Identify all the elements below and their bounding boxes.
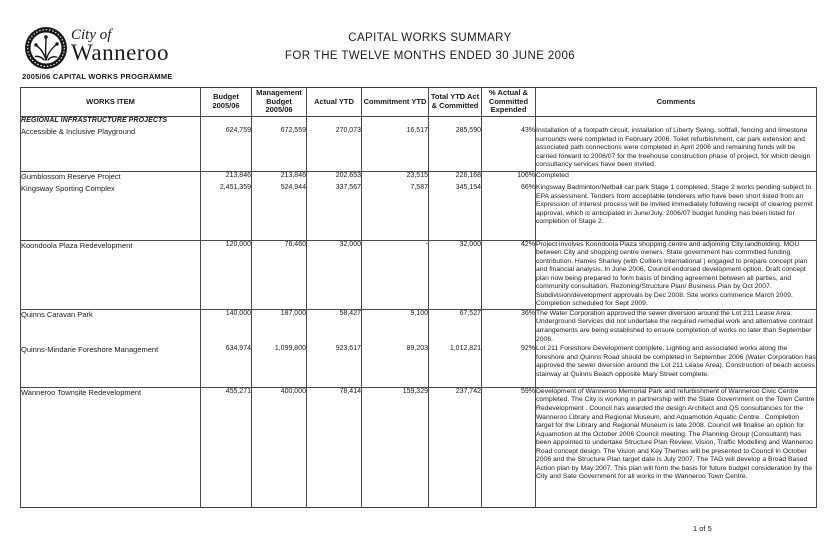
management-budget-cell: 400,000 xyxy=(252,387,307,507)
comments-cell: Completed xyxy=(536,171,817,184)
col-header-commitment-ytd: Commitment YTD xyxy=(362,88,429,117)
document-title xyxy=(225,32,635,62)
management-budget-cell: 524,944 xyxy=(252,184,307,240)
budget-cell: 455,271 xyxy=(201,387,252,507)
total-ytd-cell: 226,168 xyxy=(429,171,482,184)
budget-cell: 2,451,359 xyxy=(201,184,252,240)
budget-cell: 120,000 xyxy=(201,240,252,309)
comments-cell: Project involves Koondoola Plaza shopping centre and adjoining City landholding. MOU between City and shopping centre owners. State government has committed funding contribution. Hames Sharley (with Colliers International ) engaged to prepare concept plan and financial analysis. In June 2006, Council endorsed development option. Draft concept plan now being prepared to form basis of binding agreement between all parties, and community consultation. Rezoning/Structure Plan/ Business Plan by Oct 2007. Subdivision/development approvals by Dec 2008. Site works commence March 2009. Completion scheduled for Sept 2009. xyxy=(536,240,817,309)
commitment-ytd-cell: 159,329 xyxy=(362,387,429,507)
col-header-management-budget: Management Budget 2005/06 xyxy=(252,88,307,117)
budget-cell: 634,974 xyxy=(201,345,252,387)
table-row xyxy=(21,345,817,387)
works-item-cell: Quinns Caravan Park xyxy=(21,309,201,345)
programme-label: 2005/06 CAPITAL WORKS PROGRAMME xyxy=(22,72,173,81)
pct-expended-cell: 59% xyxy=(482,387,536,507)
table-header-row xyxy=(21,88,817,117)
actual-ytd-cell: 202,653 xyxy=(307,171,362,184)
table-row xyxy=(21,240,817,309)
works-item-cell: Kingsway Sporting Complex xyxy=(21,184,201,240)
commitment-ytd-cell: 16,517 xyxy=(362,127,429,171)
comments-cell: Development of Wanneroo Memorial Park and refurbishment of Wanneroo Civic Centre completed. The City is working in partnership with the State Government on the Town Centre Redevelopment . Council has awarded the design Architect and QS consultancies for the Wanneroo Library and Regional Museum, and Aquamotion Aquatic Centre . Completion target for the Library and Regional Museum is late 2008. Council will finalise an option for Aquamotion at the October 2006 Council meeting. The Planning Group (Consultant) has been appointed to undertake Structure Plan Review, Vision, Traffic Modelling and Wanneroo Road concept design. The Vision and Key Themes will be presented to Council in October 2006 and the Structure Plan target date is July 2007. The TAG will develop a Broad Based Action plan by May 2007. This plan will form the basis for future budget consideration by the City and Sate Government for all works in the Wanneroo Town Centre. xyxy=(536,387,817,507)
pct-expended-cell: 42% xyxy=(482,240,536,309)
section-title: REGIONAL INFRASTRUCTURE PROJECTS xyxy=(21,116,201,127)
commitment-ytd-cell: 89,203 xyxy=(362,345,429,387)
col-header-works-item: WORKS ITEM xyxy=(21,88,201,117)
col-header-pct-expended: % Actual & Committed Expended xyxy=(482,88,536,117)
total-ytd-cell: 285,590 xyxy=(429,127,482,171)
total-ytd-cell: 237,742 xyxy=(429,387,482,507)
capital-works-table xyxy=(20,87,817,508)
comments-cell: Kingsway Badminton/Netball car park Stage 1 completed. Stage 2 works pending subject to EPA assessment. Tenders from acceptable tenderers who have been short listed from an Expression of Interest process will be invited immediately following receipt of clearing permit approval, which is anticipated in June/July. 2006/07 budget funding has been listed for completion of Stage 2. xyxy=(536,184,817,240)
city-seal-icon xyxy=(24,26,68,70)
table-row xyxy=(21,171,817,184)
actual-ytd-cell: 58,427 xyxy=(307,309,362,345)
col-header-total-ytd: Total YTD Act & Committed xyxy=(429,88,482,117)
commitment-ytd-cell: 23,515 xyxy=(362,171,429,184)
works-item-cell: Wanneroo Townsite Redevelopment xyxy=(21,387,201,507)
page-number: 1 of 5 xyxy=(693,524,712,533)
actual-ytd-cell: 923,617 xyxy=(307,345,362,387)
management-budget-cell: 672,559 xyxy=(252,127,307,171)
pct-expended-cell: 106% xyxy=(482,171,536,184)
management-budget-cell: 76,460 xyxy=(252,240,307,309)
pct-expended-cell: 36% xyxy=(482,309,536,345)
comments-cell: Installation of a footpath circuit, installation of Liberty Swing, softfall, fencing and limestone surrounds were completed in February 2006. Toilet refurbishment, car park extension and associated path connections were completed in April 2006 and remaining funds will be carried forward to 2006/07 for the treehouse construction phase of project, for which design consultancy services have been invited. xyxy=(536,127,817,171)
actual-ytd-cell: 78,414 xyxy=(307,387,362,507)
budget-cell: 213,846 xyxy=(201,171,252,184)
comments-cell: The Water Corporation approved the sewer diversion around the Lot 211 Lease Area. Underground Services did not undertake the required remedial work and alternative contract arrangements are being established to ensure completion of works no later than September 2006. xyxy=(536,309,817,345)
actual-ytd-cell: 270,073 xyxy=(307,127,362,171)
comments-cell: Lot 211 Foreshore Development complete. Lighting and associated works along the foreshore and Quinns Road should be completed in September 2006 (Water Corporation has approved the sewer diversion around the Lot 211 Lease Area). Construction of beach access stairway at Quinns Beach opposite Mary Street complete. xyxy=(536,345,817,387)
budget-cell: 140,000 xyxy=(201,309,252,345)
management-budget-cell: 1,099,800 xyxy=(252,345,307,387)
management-budget-cell: 187,000 xyxy=(252,309,307,345)
col-header-budget: Budget 2005/06 xyxy=(201,88,252,117)
commitment-ytd-cell: 9,100 xyxy=(362,309,429,345)
budget-cell: 624,759 xyxy=(201,127,252,171)
works-item-cell: Accessible & Inclusive Playground xyxy=(21,127,201,171)
table-row xyxy=(21,184,817,240)
total-ytd-cell: 67,527 xyxy=(429,309,482,345)
logo-city-of: City of xyxy=(71,27,112,43)
title-line-1: CAPITAL WORKS SUMMARY xyxy=(348,32,512,44)
commitment-ytd-cell: - xyxy=(362,240,429,309)
logo-wanneroo: Wanneroo xyxy=(71,40,169,65)
actual-ytd-cell: 337,567 xyxy=(307,184,362,240)
title-line-2: FOR THE TWELVE MONTHS ENDED 30 JUNE 2006 xyxy=(284,50,576,62)
city-logo xyxy=(24,26,169,70)
management-budget-cell: 213,846 xyxy=(252,171,307,184)
total-ytd-cell: 1,012,821 xyxy=(429,345,482,387)
col-header-actual-ytd: Actual YTD xyxy=(307,88,362,117)
commitment-ytd-cell: 7,587 xyxy=(362,184,429,240)
col-header-comments: Comments xyxy=(536,88,817,117)
total-ytd-cell: 345,154 xyxy=(429,184,482,240)
total-ytd-cell: 32,000 xyxy=(429,240,482,309)
pct-expended-cell: 66% xyxy=(482,184,536,240)
section-header-row xyxy=(21,116,817,127)
works-item-cell: Gumblossom Reserve Project xyxy=(21,171,201,184)
pct-expended-cell: 43% xyxy=(482,127,536,171)
table-row xyxy=(21,387,817,507)
works-item-cell: Koondoola Plaza Redevelopment xyxy=(21,240,201,309)
actual-ytd-cell: 32,000 xyxy=(307,240,362,309)
works-item-cell: Quinns-Mindarie Foreshore Management xyxy=(21,345,201,387)
pct-expended-cell: 92% xyxy=(482,345,536,387)
table-row xyxy=(21,127,817,171)
table-row xyxy=(21,309,817,345)
